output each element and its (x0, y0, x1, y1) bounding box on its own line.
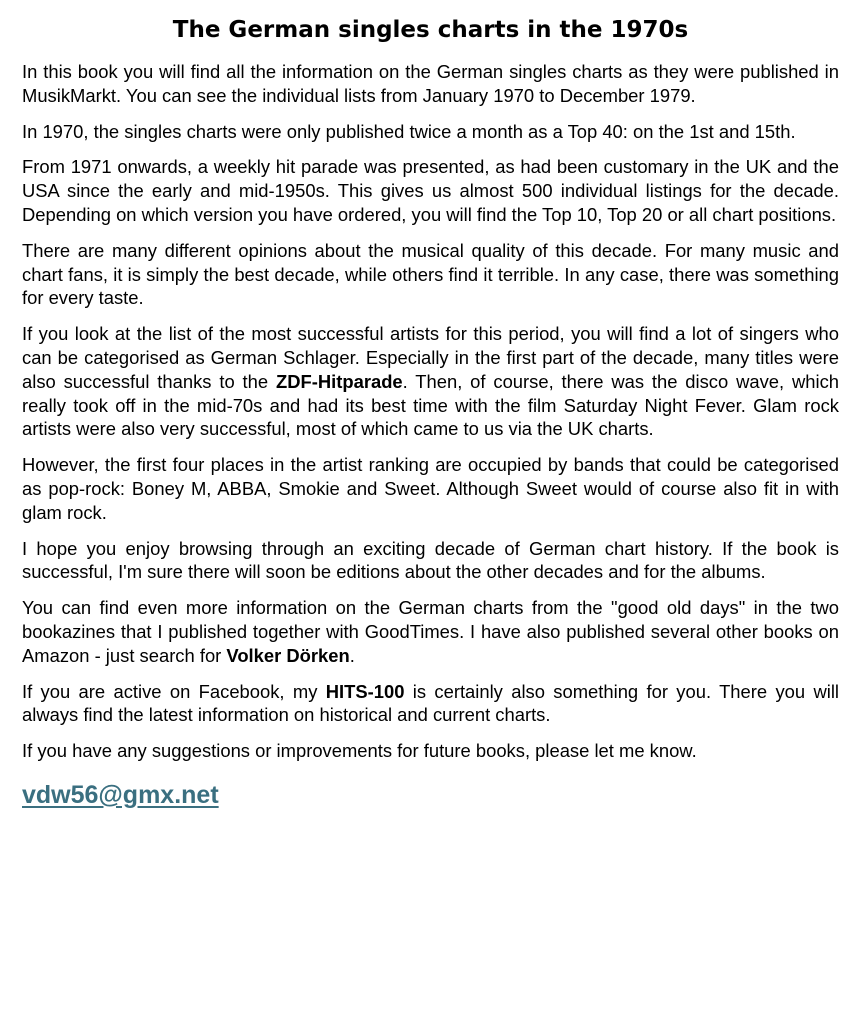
page-title: The German singles charts in the 1970s (172, 17, 689, 43)
paragraph-1970-charts: In 1970, the singles charts were only published twice a month as a Top 40: on the 1st and 15th. (22, 120, 796, 142)
paragraph-more-information (22, 596, 839, 667)
paragraph-weekly-hitparade: From 1971 onwards, a weekly hit parade was presented, as had been customary in the UK and the USA since the early and mid-1950s. This gives us almost 500 individual listings for the decade. Depending on which version you have ordered, you will find the Top 10, Top 20 or all chart positions. (22, 156, 839, 225)
paragraph-musical-quality: There are many different opinions about the musical quality of this decade. For many music and chart fans, it is simply the best decade, while others find it terrible. In any case, there was something for every taste. (22, 239, 839, 309)
paragraph-suggestions: If you have any suggestions or improvements for future books, please let me know. (22, 740, 697, 762)
bold-term-author-name: Volker Dörken (226, 644, 350, 666)
email-link[interactable]: vdw56@gmx.net (22, 780, 219, 809)
text-segment: . (349, 644, 355, 666)
text-segment: If you are active on Facebook, my (22, 680, 326, 702)
text-segment: is certainly also something for you. There you will always find the latest information on historical and current charts. (22, 680, 839, 726)
text-segment: You can find even more information on the German charts from the "good old days" in the two bookazines that I published together with GoodTimes. I have also published several other books on Amazon - just search for (22, 597, 839, 666)
paragraph-artist-ranking: However, the first four places in the artist ranking are occupied by bands that could be categorised as pop-rock: Boney M, ABBA, Smokie and Sweet. Although Sweet would of course also fit in with glam rock. (22, 454, 839, 523)
page-content (22, 14, 839, 810)
text-segment: If you look at the list of the most successful artists for this period, you will find a lot of singers who can be categorised as German Schlager. Especially in the first part of the decade, many titles were also successful thanks to the (22, 323, 839, 392)
paragraph-enjoy-browsing: I hope you enjoy browsing through an exciting decade of German chart history. If the book is successful, I'm sure there will soon be editions about the other decades and for the albums. (22, 537, 839, 583)
paragraph-facebook (22, 680, 839, 728)
paragraph-successful-artists (22, 322, 839, 441)
bold-term-zdf-hitparade: ZDF-Hitparade (275, 370, 403, 392)
text-segment: . Then, of course, there was the disco wave, which really took off in the mid-70s and had its best time with the film Saturday Night Fever. Glam rock artists were also very successful, most of which came to us via the UK charts. (22, 370, 839, 440)
bold-term-hits-100: HITS-100 (325, 680, 405, 702)
paragraph-intro: In this book you will find all the information on the German singles charts as they were published in MusikMarkt. You can see the individual lists from January 1970 to December 1979. (22, 61, 839, 106)
